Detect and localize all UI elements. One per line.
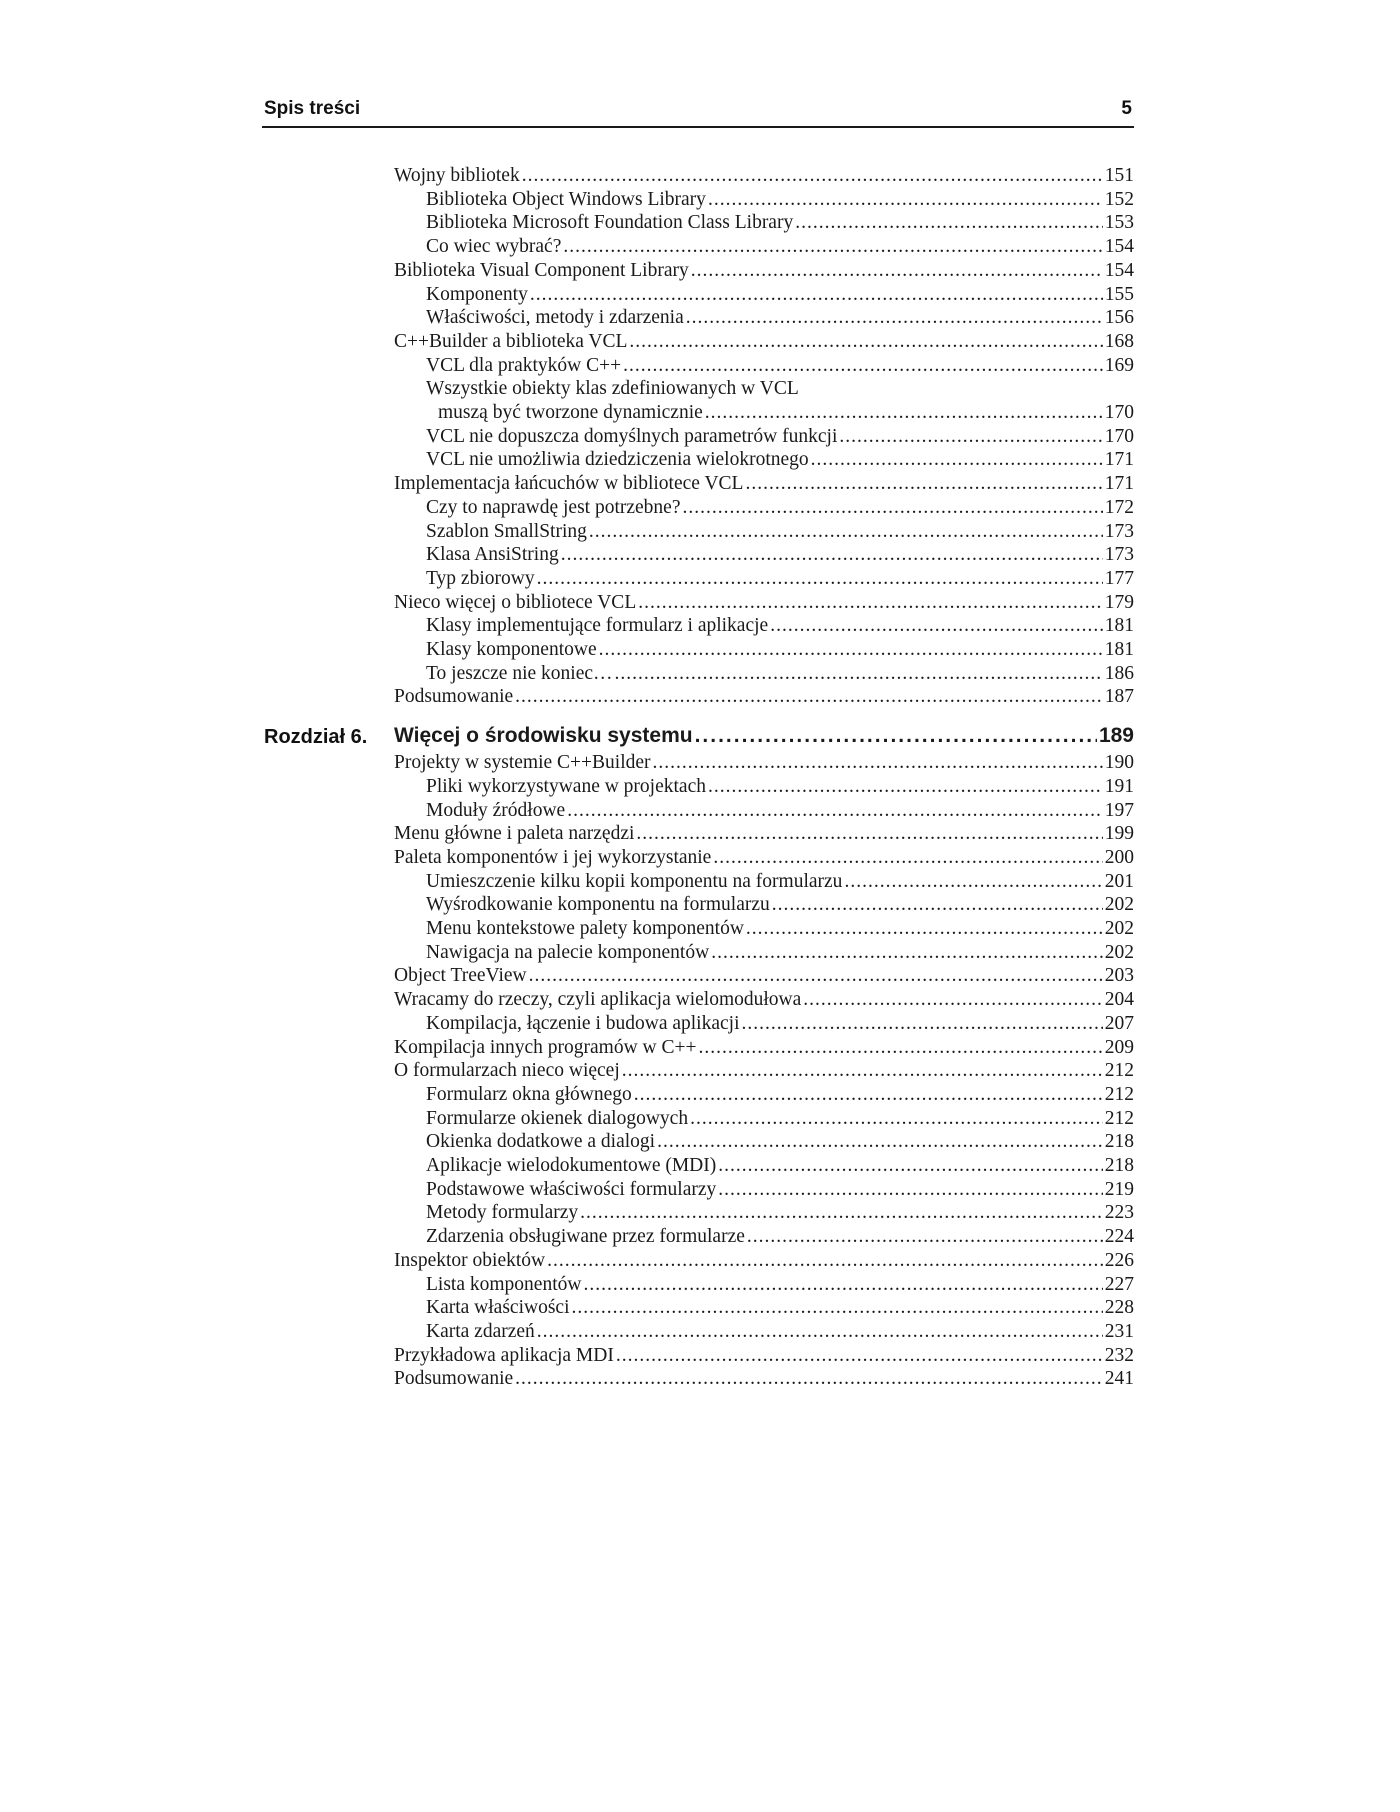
toc-entry-page: 218 <box>1104 1131 1134 1153</box>
toc-entry <box>394 752 1134 776</box>
toc-entry <box>394 965 1134 989</box>
dot-leader <box>636 823 1102 845</box>
toc-entry-page: 202 <box>1104 918 1134 939</box>
toc-entry <box>426 1155 1134 1179</box>
toc-entry-page: 170 <box>1104 402 1134 423</box>
toc-entry-page: 209 <box>1104 1036 1134 1058</box>
toc-entry <box>426 1131 1134 1155</box>
toc-entry <box>426 894 1134 918</box>
toc-entry-title: C++Builder a biblioteka VCL <box>394 330 628 352</box>
toc-entry-page: 171 <box>1104 473 1134 495</box>
toc-entry-page: 232 <box>1104 1344 1134 1366</box>
dot-leader <box>682 497 1102 519</box>
toc-entry-title: Biblioteka Microsoft Foundation Class Library <box>426 212 794 234</box>
toc-entry-title: Menu główne i paleta narzędzi <box>394 823 635 845</box>
toc-entry-page: 179 <box>1104 591 1134 613</box>
toc-entry-page: 203 <box>1104 965 1134 987</box>
toc-entry-title: Czy to naprawdę jest potrzebne? <box>426 496 681 518</box>
toc-entry <box>438 402 1134 426</box>
toc-entry <box>426 1202 1134 1226</box>
dot-leader <box>742 1013 1103 1035</box>
toc-entry-page: 168 <box>1104 330 1134 352</box>
toc-entry-title: Metody formularzy <box>426 1202 579 1224</box>
dot-leader <box>537 568 1103 590</box>
toc-entry <box>426 615 1134 639</box>
toc-entry-page: 200 <box>1104 846 1134 868</box>
toc-entry-page: 202 <box>1104 941 1134 963</box>
toc-entry-page: 218 <box>1104 1155 1134 1176</box>
toc-entry <box>426 449 1134 473</box>
toc-entry-page: 155 <box>1104 283 1134 305</box>
toc-entry-page: 186 <box>1104 662 1134 684</box>
toc-entry <box>426 1013 1134 1037</box>
toc-entry-title: O formularzach nieco więcej <box>394 1060 620 1082</box>
toc-entry <box>426 521 1134 545</box>
dot-leader <box>811 449 1103 471</box>
toc-entry-title: Karta zdarzeń <box>426 1320 535 1342</box>
toc-entry-title: Podsumowanie <box>394 686 514 708</box>
dot-leader <box>718 1155 1102 1177</box>
dot-leader <box>515 686 1103 708</box>
toc-entry <box>426 871 1134 895</box>
toc-entry-page: 173 <box>1104 544 1134 566</box>
toc-entry <box>394 331 1134 355</box>
toc-entry-page: 173 <box>1104 520 1134 542</box>
dot-leader <box>515 1368 1103 1390</box>
dot-leader <box>616 1345 1103 1367</box>
dot-leader <box>839 426 1102 448</box>
toc-entry <box>426 236 1134 260</box>
toc-entry-page: 224 <box>1104 1226 1134 1248</box>
toc-entry-title: Projekty w systemie C++Builder <box>394 752 651 774</box>
toc-entry-title: Zdarzenia obsługiwane przez formularze <box>426 1226 745 1248</box>
dot-leader <box>583 1274 1102 1296</box>
dot-leader <box>580 1202 1103 1224</box>
dot-leader <box>708 189 1103 211</box>
toc-entry-title: Nawigacja na palecie komponentów <box>426 941 710 963</box>
toc-entry <box>394 686 1134 710</box>
toc-entry-title: Komponenty <box>426 283 528 305</box>
dot-leader <box>772 894 1103 916</box>
dot-leader <box>690 1108 1103 1130</box>
toc-entry <box>426 1084 1134 1108</box>
toc-entry <box>394 592 1134 616</box>
toc-entry-page: 227 <box>1104 1273 1134 1295</box>
dot-leader <box>686 307 1103 329</box>
toc-entry <box>394 165 1134 189</box>
toc-entry-title: Inspektor obiektów <box>394 1249 546 1271</box>
dot-leader <box>615 663 1103 685</box>
toc-entry-page: 152 <box>1104 188 1134 210</box>
toc-entry-page: 201 <box>1104 870 1134 892</box>
dot-leader <box>529 965 1103 987</box>
toc-entry-page: 204 <box>1104 989 1134 1011</box>
toc-entry-title: Klasy implementujące formularz i aplikacje <box>426 615 769 637</box>
dot-leader <box>522 165 1103 187</box>
toc-entry <box>426 544 1134 568</box>
toc-entry-page: 154 <box>1104 259 1134 281</box>
dot-leader <box>770 615 1103 637</box>
toc-entry-title: Okienka dodatkowe a dialogi <box>426 1131 656 1153</box>
toc-entry-page: 228 <box>1104 1297 1134 1319</box>
toc-entry-title: Nieco więcej o bibliotece VCL <box>394 591 637 613</box>
toc-entry-title: muszą być tworzone dynamicznie <box>438 402 703 423</box>
toc-entry-title: Podstawowe właściwości formularzy <box>426 1178 717 1200</box>
chapter-page: 189 <box>1098 724 1134 748</box>
toc-entry-title: Wojny bibliotek <box>394 165 520 186</box>
toc-entry-page: 181 <box>1104 615 1134 637</box>
dot-leader <box>691 260 1103 282</box>
dot-leader <box>638 592 1103 614</box>
toc-entry-title: Karta właściwości <box>426 1297 570 1319</box>
toc-entry <box>426 355 1134 379</box>
toc-entry <box>426 378 1134 402</box>
toc-entry-page: 223 <box>1104 1202 1134 1224</box>
toc-entry <box>426 918 1134 942</box>
dot-leader <box>547 1250 1103 1272</box>
toc-entry-page: 169 <box>1104 354 1134 376</box>
toc-entry-title: Przykładowa aplikacja MDI <box>394 1344 614 1366</box>
toc-entry-page: 177 <box>1104 567 1134 589</box>
toc-entry-title: Klasy komponentowe <box>426 639 597 660</box>
toc-entry-page: 207 <box>1104 1012 1134 1034</box>
toc-entry-page: 153 <box>1104 212 1134 234</box>
toc-entry-title: Umieszczenie kilku kopii komponentu na formularzu <box>426 870 843 892</box>
toc-entry <box>426 942 1134 966</box>
toc-entry <box>426 497 1134 521</box>
toc-entry <box>394 989 1134 1013</box>
toc-entry-page: 199 <box>1104 823 1134 845</box>
toc-entry <box>426 663 1134 687</box>
dot-leader <box>711 942 1103 964</box>
toc-entry-page: 151 <box>1104 165 1134 186</box>
toc-entry-title: Implementacja łańcuchów w bibliotece VCL <box>394 473 744 495</box>
header-page-number: 5 <box>1121 98 1132 119</box>
toc-entry <box>394 260 1134 284</box>
toc-entry <box>426 1274 1134 1298</box>
dot-leader <box>803 989 1102 1011</box>
toc-entry <box>426 800 1134 824</box>
toc-entry-page: 212 <box>1104 1107 1134 1129</box>
toc-entry-title: Wracamy do rzeczy, czyli aplikacja wielomodułowa <box>394 989 802 1011</box>
toc-entry <box>394 473 1134 497</box>
dot-leader <box>572 1297 1103 1319</box>
toc-entry-title: Paleta komponentów i jej wykorzystanie <box>394 846 712 868</box>
dot-leader <box>844 871 1102 893</box>
dot-leader <box>699 1037 1103 1059</box>
toc-entry <box>426 307 1134 331</box>
header-title: Spis treści <box>264 98 361 119</box>
toc-entry-title: Podsumowanie <box>394 1368 514 1390</box>
toc-entry-title: Pliki wykorzystywane w projektach <box>426 775 706 797</box>
running-header <box>262 98 1134 128</box>
toc-entry <box>426 1108 1134 1132</box>
toc-entry <box>426 1321 1134 1345</box>
toc-entry-title: Formularz okna głównego <box>426 1083 632 1105</box>
toc-entry <box>394 1368 1134 1392</box>
dot-leader <box>623 355 1103 377</box>
toc-entry-title: Lista komponentów <box>426 1273 582 1295</box>
toc-entry-title: Właściwości, metody i zdarzenia <box>426 307 684 329</box>
toc-entry-page: 241 <box>1104 1368 1134 1390</box>
chapter-label: Rozdział 6. <box>264 726 368 749</box>
dot-leader <box>746 918 1103 940</box>
dot-leader <box>629 331 1102 353</box>
dot-leader <box>567 800 1103 822</box>
dot-leader <box>622 1060 1103 1082</box>
toc-entry-page: 202 <box>1104 894 1134 916</box>
toc-entry-page: 190 <box>1104 752 1134 774</box>
toc-entry-title: Biblioteka Visual Component Library <box>394 259 689 281</box>
dot-leader <box>718 1179 1102 1201</box>
toc-entry-title: Co wiec wybrać? <box>426 236 562 258</box>
toc-entry <box>394 1250 1134 1274</box>
toc-entry <box>426 776 1134 800</box>
toc-entry-title: VCL nie dopuszcza domyślnych parametrów funkcji <box>426 425 838 447</box>
toc-entry-page: 219 <box>1104 1178 1134 1200</box>
toc-entry-title: Object TreeView <box>394 965 527 987</box>
dot-leader <box>713 847 1102 869</box>
toc-entry <box>426 1226 1134 1250</box>
toc-entry <box>394 823 1134 847</box>
toc-entry <box>426 568 1134 592</box>
toc-entry-title: VCL nie umożliwia dziedziczenia wielokrotnego <box>426 449 809 471</box>
toc-entry <box>394 1060 1134 1084</box>
toc-entry-page: 187 <box>1104 686 1134 708</box>
toc-entry-title: Biblioteka Object Windows Library <box>426 188 706 210</box>
toc-entry-title: Moduły źródłowe <box>426 799 566 821</box>
dot-leader <box>589 521 1103 543</box>
toc-entry-page: 197 <box>1104 799 1134 821</box>
toc-entry <box>426 1297 1134 1321</box>
dot-leader <box>708 776 1103 798</box>
toc-entry-page: 226 <box>1104 1249 1134 1271</box>
toc-entry <box>394 847 1134 871</box>
toc-entry-title: Kompilacja innych programów w C++ <box>394 1036 697 1058</box>
toc-entry-title: Wyśrodkowanie komponentu na formularzu <box>426 894 770 916</box>
toc-entry <box>426 284 1134 308</box>
dot-leader <box>561 544 1103 566</box>
dot-leader <box>634 1084 1103 1106</box>
toc-entry-page: 170 <box>1104 425 1134 447</box>
dot-leader <box>537 1321 1103 1343</box>
toc-entry-title: Typ zbiorowy <box>426 567 535 589</box>
toc-entry-page: 231 <box>1104 1320 1134 1342</box>
toc-entry-page: 172 <box>1104 496 1134 518</box>
toc-entry-title: Menu kontekstowe palety komponentów <box>426 918 744 939</box>
toc-entry-title: Wszystkie obiekty klas zdefiniowanych w VCL <box>426 378 799 400</box>
toc-entry <box>426 1179 1134 1203</box>
dot-leader <box>695 724 1097 748</box>
dot-leader <box>563 236 1102 258</box>
toc-entry <box>426 189 1134 213</box>
dot-leader <box>530 284 1103 306</box>
toc-entry-page: 212 <box>1104 1083 1134 1105</box>
toc-entry <box>426 212 1134 236</box>
dot-leader <box>745 473 1102 495</box>
toc-entry-title: Kompilacja, łączenie i budowa aplikacji <box>426 1012 740 1034</box>
toc-entry-page: 181 <box>1104 639 1134 660</box>
toc-entry-page: 212 <box>1104 1060 1134 1082</box>
dot-leader <box>705 402 1103 424</box>
toc-entry <box>426 426 1134 450</box>
toc-entry-page: 156 <box>1104 307 1134 329</box>
toc-entry-title: Szablon SmallString <box>426 520 587 542</box>
toc-entry-page: 191 <box>1104 775 1134 797</box>
toc-entry <box>426 639 1134 663</box>
toc-entry-title: VCL dla praktyków C++ <box>426 354 622 376</box>
dot-leader <box>599 639 1103 661</box>
chapter-heading <box>394 724 1134 752</box>
chapter-title: Więcej o środowisku systemu <box>394 724 693 748</box>
toc-entry-page: 154 <box>1104 236 1134 258</box>
toc-entry-title: To jeszcze nie koniec… <box>426 662 613 684</box>
dot-leader <box>653 752 1103 774</box>
toc-entry-title: Aplikacje wielodokumentowe (MDI) <box>426 1155 717 1176</box>
toc-entry <box>394 1345 1134 1369</box>
toc-entry-page: 171 <box>1104 449 1134 471</box>
toc-entry-title: Klasa AnsiString <box>426 544 559 566</box>
dot-leader <box>747 1226 1103 1248</box>
toc-entry <box>394 1037 1134 1061</box>
dot-leader <box>657 1131 1103 1153</box>
toc-entry-title: Formularze okienek dialogowych <box>426 1107 689 1129</box>
dot-leader <box>795 212 1103 234</box>
